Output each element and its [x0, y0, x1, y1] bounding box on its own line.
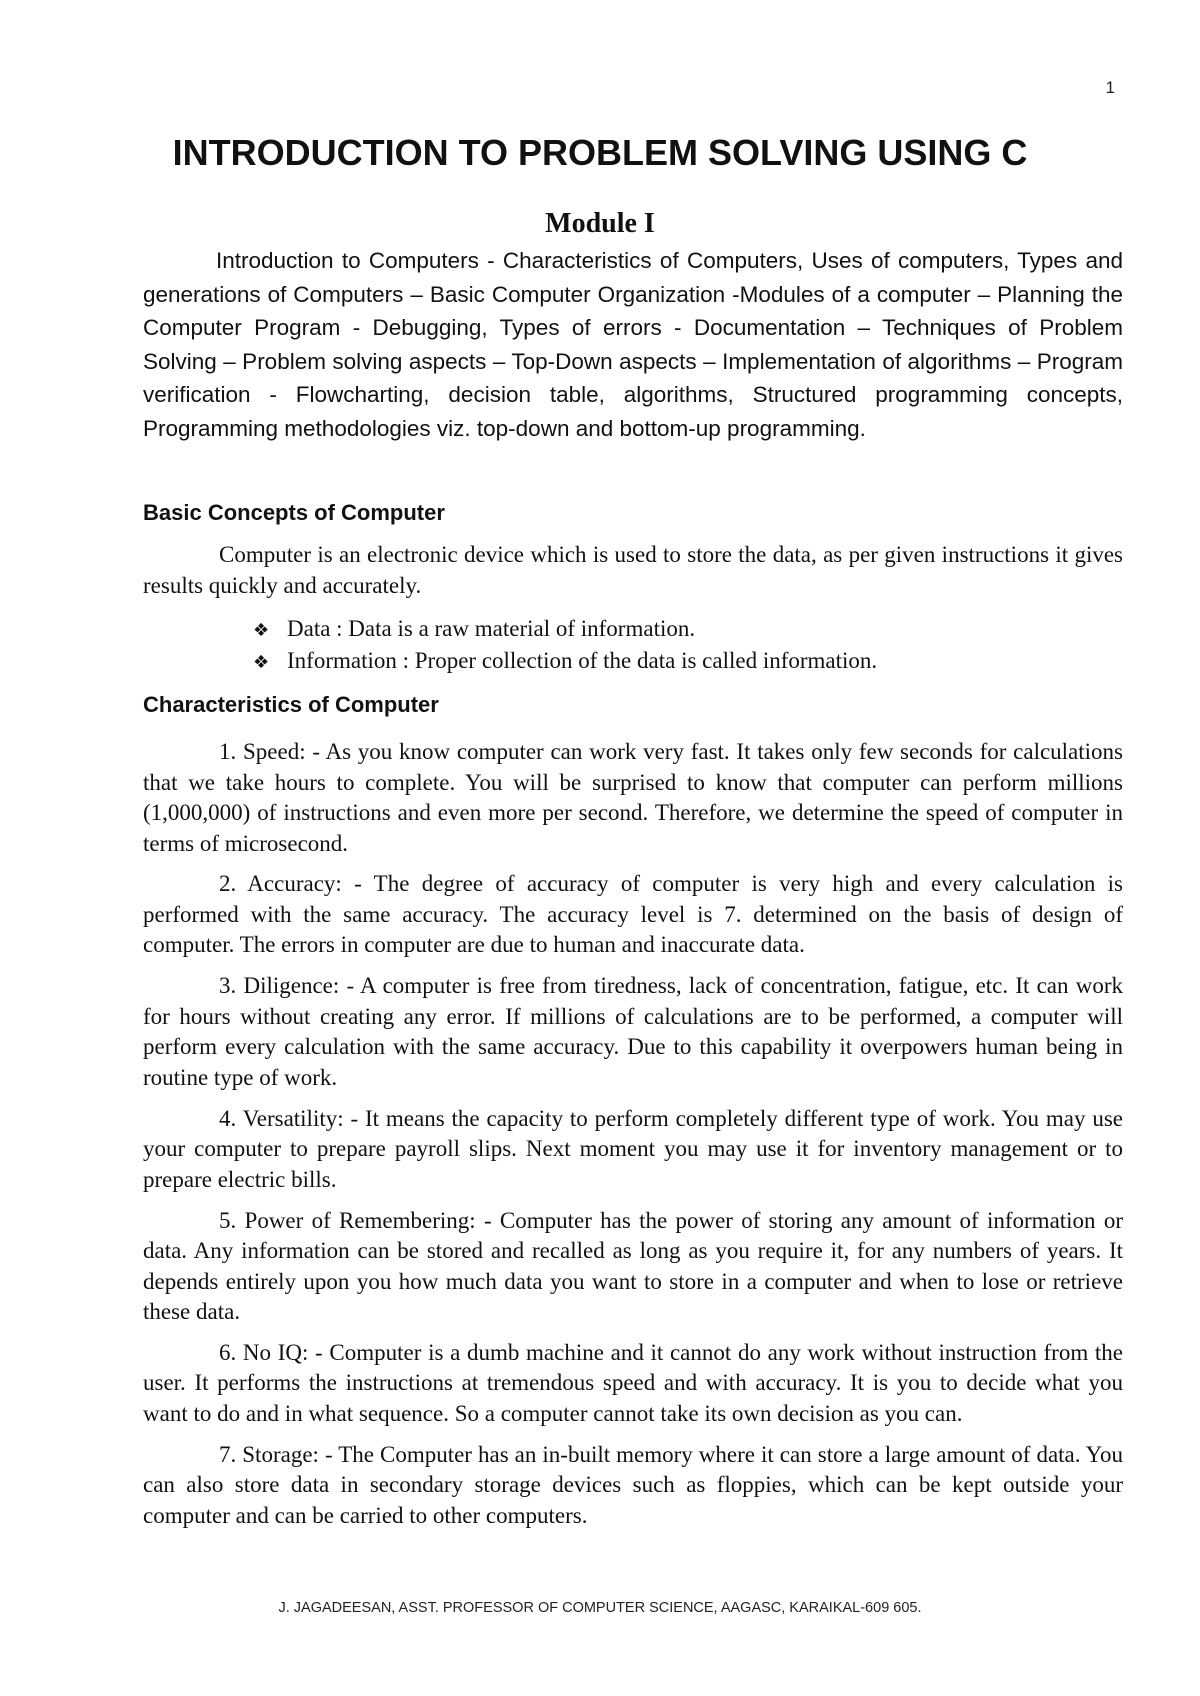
list-item [253, 614, 877, 646]
characteristic-power-of-remembering: 5. Power of Remembering: - Computer has the power of storing any amount of information or data. Any information can be stored and recalled as long as you require it, for any numbers of years. It depends entirely upon you how much data you want to store in a computer and when to lose or retrieve these data. [143, 1207, 1123, 1325]
diamond-bullet-icon: ❖ [253, 652, 270, 673]
document-title: INTRODUCTION TO PROBLEM SOLVING USING C [172, 132, 1028, 173]
diamond-bullet-icon: ❖ [253, 620, 270, 641]
basic-concepts-paragraph: Computer is an electronic device which is used to store the data, as per given instructions it gives results quickly and accurately. [143, 542, 1123, 598]
basic-concepts-heading: Basic Concepts of Computer [143, 500, 445, 525]
definition-information: Information : Proper collection of the data is called information. [287, 648, 878, 673]
characteristic-versatility: 4. Versatility: - It means the capacity to perform completely different type of work. You may use your computer to prepare payroll slips. Next moment you may use it for inventory management or to prepare electric bills. [143, 1105, 1123, 1192]
list-item [253, 646, 877, 678]
characteristic-speed: 1. Speed: - As you know computer can work very fast. It takes only few seconds for calculations that we take hours to complete. You will be surprised to know that computer can perform millions (1,000,000) of instructions and even more per second. Therefore, we determine the speed of computer in terms of microsecond. [143, 739, 1123, 856]
characteristic-accuracy: 2. Accuracy: - The degree of accuracy of computer is very high and every calculation is performed with the same accuracy. The accuracy level is 7. determined on the basis of design of computer. The errors in computer are due to human and inaccurate data. [143, 871, 1123, 958]
characteristic-diligence: 3. Diligence: - A computer is free from tiredness, lack of concentration, fatigue, etc. It can work for hours without creating any error. If millions of calculations are to be performed, a computer will perform every calculation with the same accuracy. Due to this capability it overpowers human being in routine type of work. [143, 973, 1123, 1090]
characteristic-no-iq: 6. No IQ: - Computer is a dumb machine and it cannot do any work without instruction from the user. It performs the instructions at tremendous speed and with accuracy. It is you to decide what you want to do and in what sequence. So a computer cannot take its own decision as you can. [143, 1339, 1123, 1426]
definitions-list [253, 614, 877, 678]
definition-data: Data : Data is a raw material of information. [287, 616, 696, 641]
characteristic-storage: 7. Storage: - The Computer has an in-built memory where it can store a large amount of data. You can also store data in secondary storage devices such as floppies, which can be kept outside your computer and can be carried to other computers. [143, 1441, 1123, 1528]
page-number: 1 [1105, 78, 1115, 97]
characteristics-heading: Characteristics of Computer [143, 692, 439, 717]
page-footer: J. JAGADEESAN, ASST. PROFESSOR OF COMPUTER SCIENCE, AAGASC, KARAIKAL-609 605. [278, 1600, 922, 1616]
module-syllabus-paragraph: Introduction to Computers - Characteristics of Computers, Uses of computers, Types and generations of Computers – Basic Computer Organization -Modules of a computer – Planning the Computer Program - Debugging, Types of errors - Documentation – Techniques of Problem Solving – Problem solving aspects – Top-Down aspects – Implementation of algorithms – Program verification - Flowcharting, decision table, algorithms, Structured programming concepts, Programming methodologies viz. top-down and bottom-up programming. [143, 248, 1123, 441]
characteristics-list [143, 737, 1123, 1542]
module-heading: Module I [545, 208, 655, 239]
